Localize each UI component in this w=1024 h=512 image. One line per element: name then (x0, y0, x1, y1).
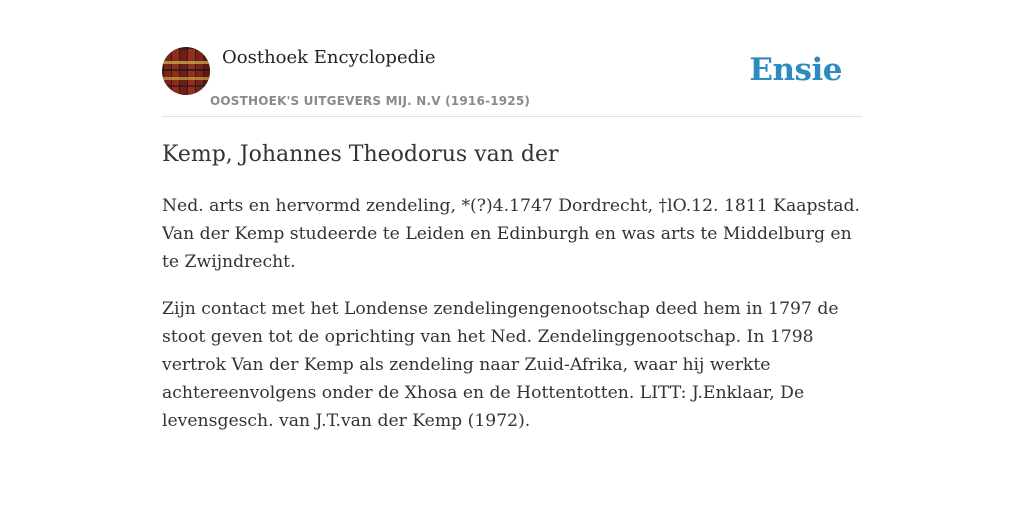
brand-logo[interactable]: Ensie (749, 52, 842, 88)
article-paragraph: Zijn contact met het Londense zendelingengenootschap deed hem in 1797 de stoot geven tot de oprichting van het Ned. Zendelinggenootschap. In 1798 vertrok Van der Kemp als zendeling naar Zuid-Afrika, waar hij werkte achtereenvolgens onder de Xhosa en de Hottentotten. LITT: J.Enklaar, De levensgesch. van J.T.van der Kemp (1972). (162, 299, 839, 431)
article-card (162, 0, 862, 512)
article-title: Kemp, Johannes Theodorus van der (162, 142, 559, 167)
source-subtitle: OOSTHOEK'S UITGEVERS MIJ. N.V (1916-1925) (210, 94, 531, 108)
article-paragraph: Ned. arts en hervormd zendeling, *(?)4.1747 Dordrecht, †lO.12. 1811 Kaapstad. Van der Kemp studeerde te Leiden en Edinburgh en was arts te Middelburg en te Zwijndrecht. (162, 196, 860, 272)
source-header (162, 46, 862, 117)
article-body (162, 192, 862, 454)
encyclopedia-books-icon[interactable] (162, 47, 210, 95)
source-title[interactable]: Oosthoek Encyclopedie (222, 47, 436, 68)
